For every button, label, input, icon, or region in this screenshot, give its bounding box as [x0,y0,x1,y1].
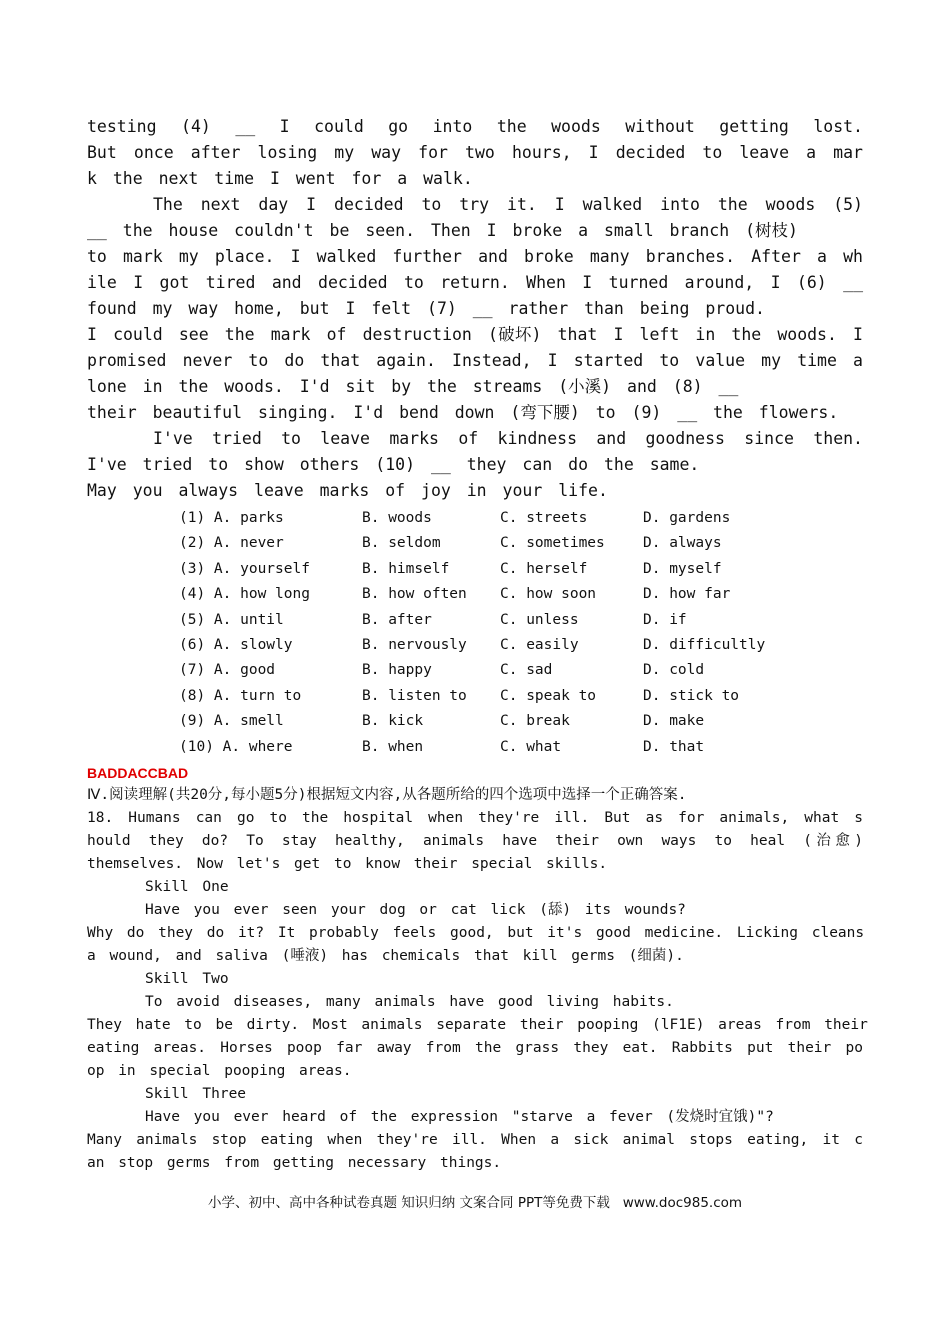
option-b: B. himself [362,560,450,577]
option-a: (3) A. yourself [179,560,310,577]
cloze-passage [87,114,863,504]
reading-line: an stop germs from getting necessary things. [87,1154,502,1171]
option-a: (10) A. where [179,738,293,755]
option-b: B. nervously [362,636,467,653]
passage-line: But once after losing my way for two hours, I decided to leave a mar [87,143,863,162]
passage-line: lone in the woods. I'd sit by the streams (小溪) and (8) __ [87,377,739,396]
reading-line: They hate to be dirty. Most animals separate their pooping (lF1E) areas from their [87,1016,868,1033]
option-c: C. unless [500,611,579,628]
passage-line: May you always leave marks of joy in your life. [87,481,608,500]
reading-line: eating areas. Horses poop far away from the grass they eat. Rabbits put their po [87,1039,863,1056]
passage-line: I could see the mark of destruction (破坏) that I left in the woods. I [87,325,863,344]
option-row [87,582,863,607]
option-d: D. if [643,611,687,628]
option-c: C. easily [500,636,579,653]
option-row [87,531,863,556]
option-c: C. sad [500,662,553,679]
option-b: B. woods [362,510,432,526]
option-a: (2) A. never [179,535,284,552]
option-b: B. when [362,738,424,755]
option-c: C. what [500,738,562,755]
reading-line: hould they do? To stay healthy, animals have their own ways to heal (治愈) [87,832,863,849]
option-row [87,608,863,633]
section-heading: Ⅳ.阅读理解(共20分,每小题5分)根据短文内容,从各题所给的四个选项中选择一个正确答案. [87,786,687,803]
answer-key: BADDACCBAD [87,764,189,781]
option-b: B. after [362,611,432,628]
passage-line: testing (4) __ I could go into the woods without getting lost. [87,117,863,136]
option-row [87,658,863,683]
option-b: B. how often [362,586,467,603]
option-c: C. speak to [500,687,597,704]
option-row [87,557,863,582]
reading-line: Have you ever seen your dog or cat lick (舔) its wounds? [145,901,686,918]
option-d: D. difficultly [643,636,766,653]
passage-line: The next day I decided to try it. I walked into the woods (5) [153,195,863,214]
reading-line: To avoid diseases, many animals have good living habits. [145,993,674,1010]
option-b: B. seldom [362,535,441,552]
option-a: (6) A. slowly [179,636,293,653]
reading-line: 18. Humans can go to the hospital when they're ill. But as for animals, what s [87,809,863,826]
passage-line: ile I got tired and decided to return. When I turned around, I (6) __ [87,273,863,292]
answer-options [87,506,863,760]
option-d: D. stick to [643,687,740,704]
option-a: (5) A. until [179,611,284,628]
option-d: D. make [643,713,705,730]
passage-line: promised never to do that again. Instead, I started to value my time a [87,351,863,370]
passage-line: I've tried to show others (10) __ they can do the same. [87,455,700,474]
passage-line: __ the house couldn't be seen. Then I broke a small branch (树枝) [87,221,798,240]
passage-line: to mark my place. I walked further and broke many branches. After a wh [87,247,863,266]
option-d: D. myself [643,560,722,577]
reading-line: op in special pooping areas. [87,1062,352,1079]
option-c: C. how soon [500,586,597,603]
skill-heading: Skill Three [145,1085,247,1102]
option-b: B. kick [362,713,424,730]
reading-line: Many animals stop eating when they're ill. When a sick animal stops eating, it c [87,1131,863,1148]
option-c: C. break [500,713,570,730]
option-row [87,506,863,531]
reading-line: a wound, and saliva (唾液) has chemicals that kill germs (细菌). [87,947,684,964]
option-d: D. gardens [643,510,731,526]
option-c: C. streets [500,510,588,526]
reading-line: themselves. Now let's get to know their special skills. [87,855,608,872]
page-footer: 小学、初中、高中各种试卷真题 知识归纳 文案合同 PPT等免费下载 www.doc985.com [207,1195,743,1211]
skill-heading: Skill Two [145,970,229,987]
option-row [87,709,863,734]
option-row [87,684,863,709]
option-row [87,735,863,760]
skill-heading: Skill One [145,878,229,895]
reading-line: Have you ever heard of the expression "starve a fever (发烧时宜饿)"? [145,1108,774,1125]
option-c: C. herself [500,560,588,577]
option-a: (1) A. parks [179,510,284,526]
option-d: D. how far [643,586,731,603]
option-a: (8) A. turn to [179,687,302,704]
option-c: C. sometimes [500,535,605,552]
option-row [87,633,863,658]
option-a: (4) A. how long [179,586,310,603]
reading-passage [87,807,868,1175]
option-b: B. happy [362,662,432,679]
passage-line: their beautiful singing. I'd bend down (弯下腰) to (9) __ the flowers. [87,403,839,422]
option-a: (7) A. good [179,662,276,679]
document-page [87,114,868,1175]
reading-line: Why do they do it? It probably feels good, but it's good medicine. Licking cleans [87,924,865,941]
option-b: B. listen to [362,687,467,704]
passage-line: I've tried to leave marks of kindness and goodness since then. [153,429,863,448]
passage-line: k the next time I went for a walk. [87,169,473,188]
option-d: D. always [643,535,722,552]
passage-line: found my way home, but I felt (7) __ rather than being proud. [87,299,765,318]
option-d: D. that [643,738,705,755]
option-d: D. cold [643,662,705,679]
option-a: (9) A. smell [179,713,284,730]
